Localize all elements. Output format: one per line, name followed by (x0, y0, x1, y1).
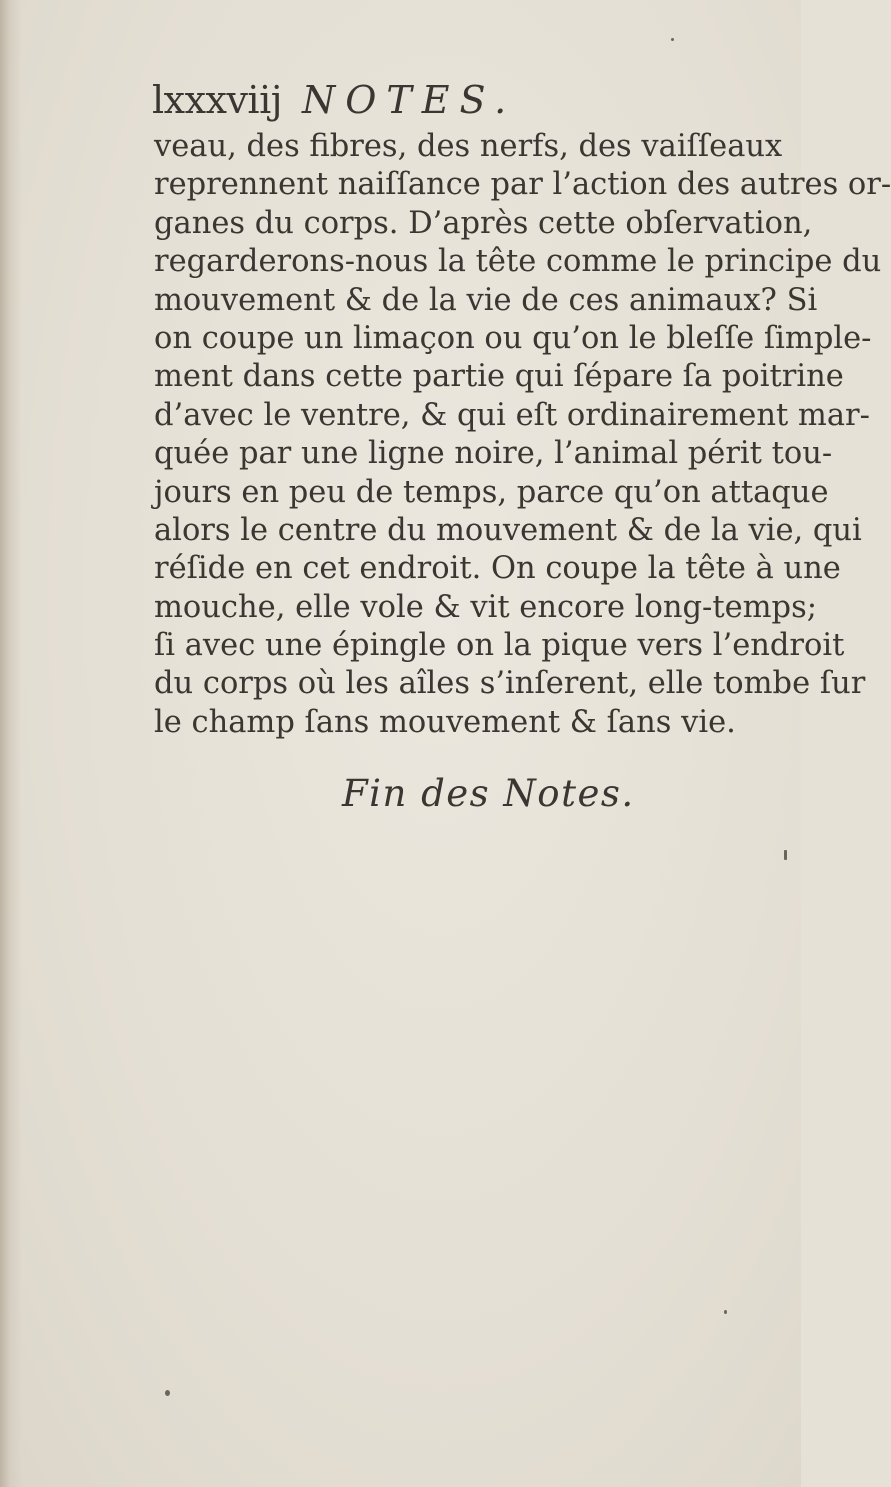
text-line: du corps où les aîles s’inſerent, elle tombe ſur (154, 666, 866, 702)
page-gutter-shadow (0, 0, 22, 1487)
text-line: on coupe un limaçon ou qu’on le bleſſe ſimple- (154, 320, 872, 356)
page-header (152, 78, 712, 128)
text-line: ſi avec une épingle on la pique vers l’endroit (154, 628, 845, 664)
text-line: ment dans cette partie qui ſépare ſa poitrine (154, 359, 844, 395)
body-text (154, 128, 891, 742)
text-line: reprennent naiſſance par l’action des autres or- (154, 167, 891, 203)
closing-line: Fin des Notes. (342, 772, 635, 815)
text-line: d’avec le ventre, & qui eſt ordinairement mar- (154, 397, 870, 433)
ink-speck (671, 38, 674, 41)
text-line: jours en peu de temps, parce qu’on attaque (154, 474, 829, 510)
ink-speck (724, 1310, 727, 1314)
ink-speck (784, 850, 787, 860)
text-line: alors le centre du mouvement & de la vie, qui (154, 512, 862, 548)
running-title: NOTES. (302, 78, 517, 122)
text-line: veau, des fibres, des nerfs, des vaiſſeaux (154, 129, 783, 164)
page-number: lxxxviij (152, 78, 283, 122)
text-line-last: le champ ſans mouvement & ſans vie. (154, 704, 736, 740)
text-line: regarderons-nous la tête comme le principe du (154, 244, 882, 280)
text-line: réſide en cet endroit. On coupe la tête à une (154, 551, 841, 587)
text-line: quée par une ligne noire, l’animal périt tou- (154, 436, 833, 472)
text-line: mouche, elle vole & vit encore long-temps; (154, 589, 818, 625)
text-line: ganes du corps. D’après cette obſervation, (154, 205, 813, 241)
text-line: mouvement & de la vie de ces animaux? Si (154, 282, 818, 318)
ink-speck (165, 1390, 170, 1396)
